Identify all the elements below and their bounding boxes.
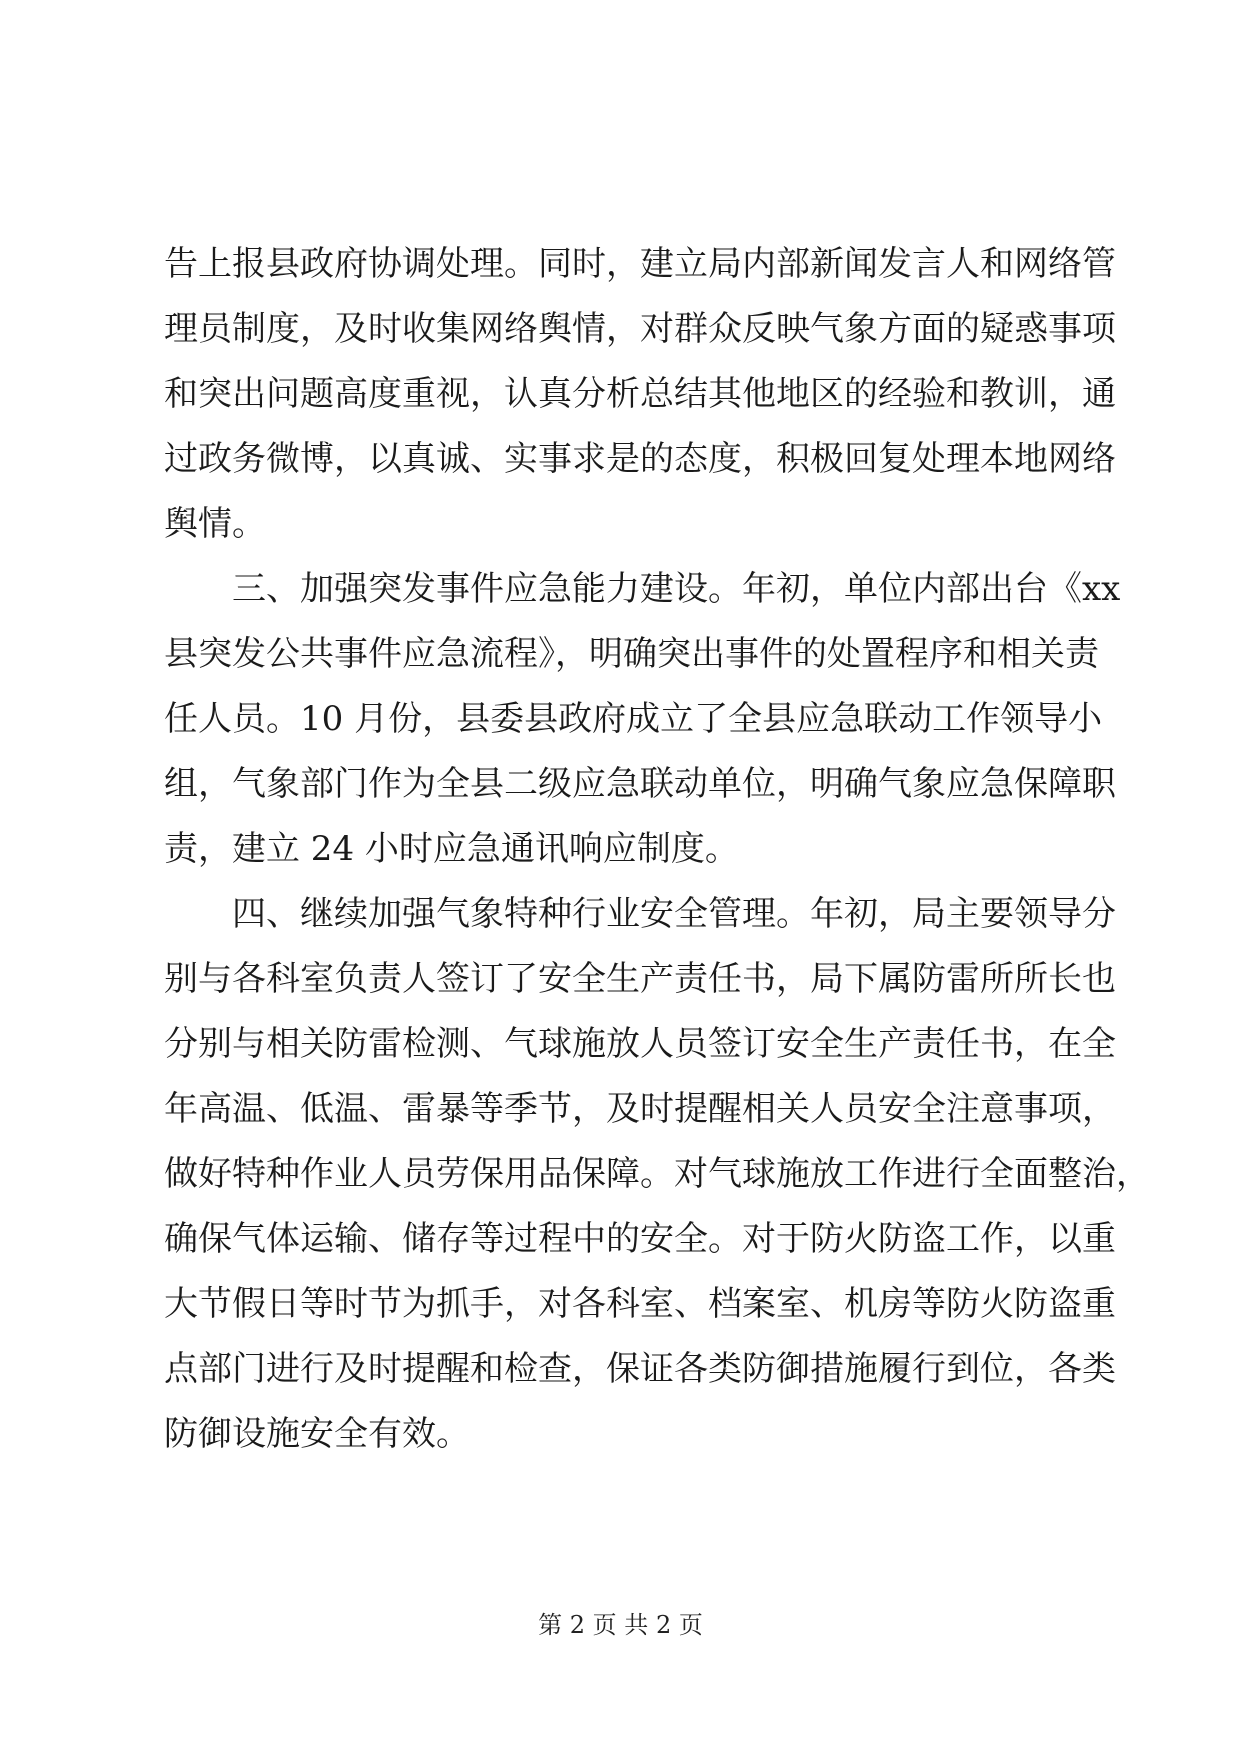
paragraph-line: 分别与相关防雷检测、气球施放人员签订安全生产责任书，在全 [164,1024,1116,1064]
paragraph-line: 舆情。 [164,504,266,544]
paragraph-line: 大节假日等时节为抓手，对各科室、档案室、机房等防火防盗重 [164,1284,1116,1324]
paragraph-line: 和突出问题高度重视，认真分析总结其他地区的经验和教训，通 [164,374,1116,414]
paragraph-line: 做好特种作业人员劳保用品保障。对气球施放工作进行全面整治， [164,1154,1150,1194]
paragraph-line: 四、继续加强气象特种行业安全管理。年初，局主要领导分 [232,894,1116,934]
paragraph-line: 过政务微博，以真诚、实事求是的态度，积极回复处理本地网络 [164,439,1116,479]
paragraph-line: 责，建立 24 小时应急通讯响应制度。 [164,829,739,869]
paragraph-line: 点部门进行及时提醒和检查，保证各类防御措施履行到位，各类 [164,1349,1116,1389]
paragraph-line: 县突发公共事件应急流程》，明确突出事件的处置程序和相关责 [164,634,1099,674]
paragraph-line: 别与各科室负责人签订了安全生产责任书，局下属防雷所所长也 [164,959,1116,999]
paragraph-line: 防御设施安全有效。 [164,1414,470,1454]
document-body [164,232,1150,1467]
paragraph-line: 三、加强突发事件应急能力建设。年初，单位内部出台《xx [232,569,1121,609]
paragraph-line: 告上报县政府协调处理。同时，建立局内部新闻发言人和网络管 [164,244,1116,284]
page-number-footer: 第 2 页 共 2 页 [538,1611,703,1639]
paragraph-line: 组，气象部门作为全县二级应急联动单位，明确气象应急保障职 [164,764,1116,804]
paragraph-line: 年高温、低温、雷暴等季节，及时提醒相关人员安全注意事项， [164,1089,1116,1129]
paragraph-line: 确保气体运输、储存等过程中的安全。对于防火防盗工作，以重 [164,1219,1116,1259]
paragraph-line: 理员制度，及时收集网络舆情，对群众反映气象方面的疑惑事项 [164,309,1116,349]
paragraph-line: 任人员。10 月份，县委县政府成立了全县应急联动工作领导小 [164,699,1103,739]
